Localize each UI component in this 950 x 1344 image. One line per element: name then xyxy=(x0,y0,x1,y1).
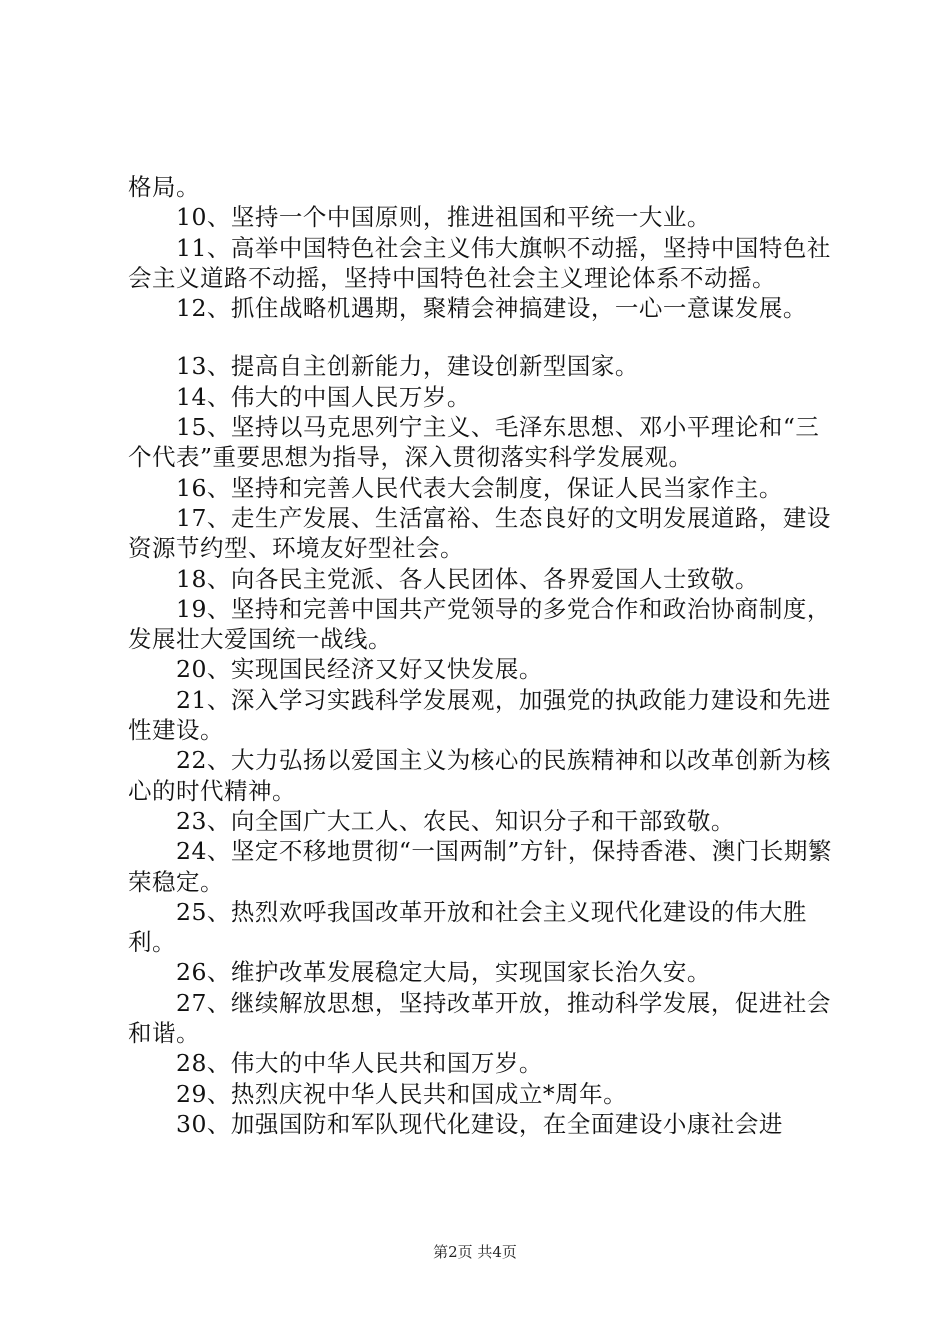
slogan-15: 15、坚持以马克思列宁主义、毛泽东思想、邓小平理论和“三个代表”重要思想为指导，深入贯彻落实科学发展观。 xyxy=(128,413,820,472)
slogan-26: 26、维护改革发展稳定大局，实现国家长治久安。 xyxy=(176,958,711,987)
slogan-18: 18、向各民主党派、各人民团体、各界爱国人士致敬。 xyxy=(176,564,759,593)
slogan-20: 20、实现国民经济又好又快发展。 xyxy=(176,655,543,684)
document-body xyxy=(128,172,840,1139)
slogan-30: 30、加强国防和军队现代化建设，在全面建设小康社会进 xyxy=(176,1109,783,1138)
slogan-27: 27、继续解放思想，坚持改革开放，推动科学发展，促进社会和谐。 xyxy=(128,988,831,1048)
slogan-10: 10、坚持一个中国原则，推进祖国和平统一大业。 xyxy=(176,203,711,232)
slogan-12: 12、抓住战略机遇期，聚精会神搞建设，一心一意谋发展。 xyxy=(176,294,807,323)
slogan-24: 24、坚定不移地贯彻“一国两制”方针，保持香港、澳门长期繁荣稳定。 xyxy=(128,837,832,896)
paragraph-continuation: 格局。 xyxy=(128,173,200,201)
slogan-29: 29、热烈庆祝中华人民共和国成立*周年。 xyxy=(176,1079,628,1108)
slogan-17: 17、走生产发展、生活富裕、生态良好的文明发展道路，建设资源节约型、环境友好型社会。 xyxy=(128,503,831,563)
slogan-14: 14、伟大的中国人民万岁。 xyxy=(176,382,471,411)
slogan-22: 22、大力弘扬以爱国主义为核心的民族精神和以改革创新为核心的时代精神。 xyxy=(128,746,831,805)
slogan-11: 11、高举中国特色社会主义伟大旗帜不动摇，坚持中国特色社会主义道路不动摇，坚持中国特色社会主义理论体系不动摇。 xyxy=(128,233,831,292)
slogan-19: 19、坚持和完善中国共产党领导的多党合作和政治协商制度，发展壮大爱国统一战线。 xyxy=(128,594,831,654)
slogan-13: 13、提高自主创新能力，建设创新型国家。 xyxy=(176,352,639,381)
page-number-footer: 第2页 共4页 xyxy=(433,1243,517,1261)
slogan-21: 21、深入学习实践科学发展观，加强党的执政能力建设和先进性建设。 xyxy=(128,685,831,745)
slogan-28: 28、伟大的中华人民共和国万岁。 xyxy=(176,1049,543,1078)
slogan-16: 16、坚持和完善人民代表大会制度，保证人民当家作主。 xyxy=(176,473,783,502)
slogan-23: 23、向全国广大工人、农民、知识分子和干部致敬。 xyxy=(176,806,735,835)
slogan-25: 25、热烈欢呼我国改革开放和社会主义现代化建设的伟大胜利。 xyxy=(128,897,807,957)
